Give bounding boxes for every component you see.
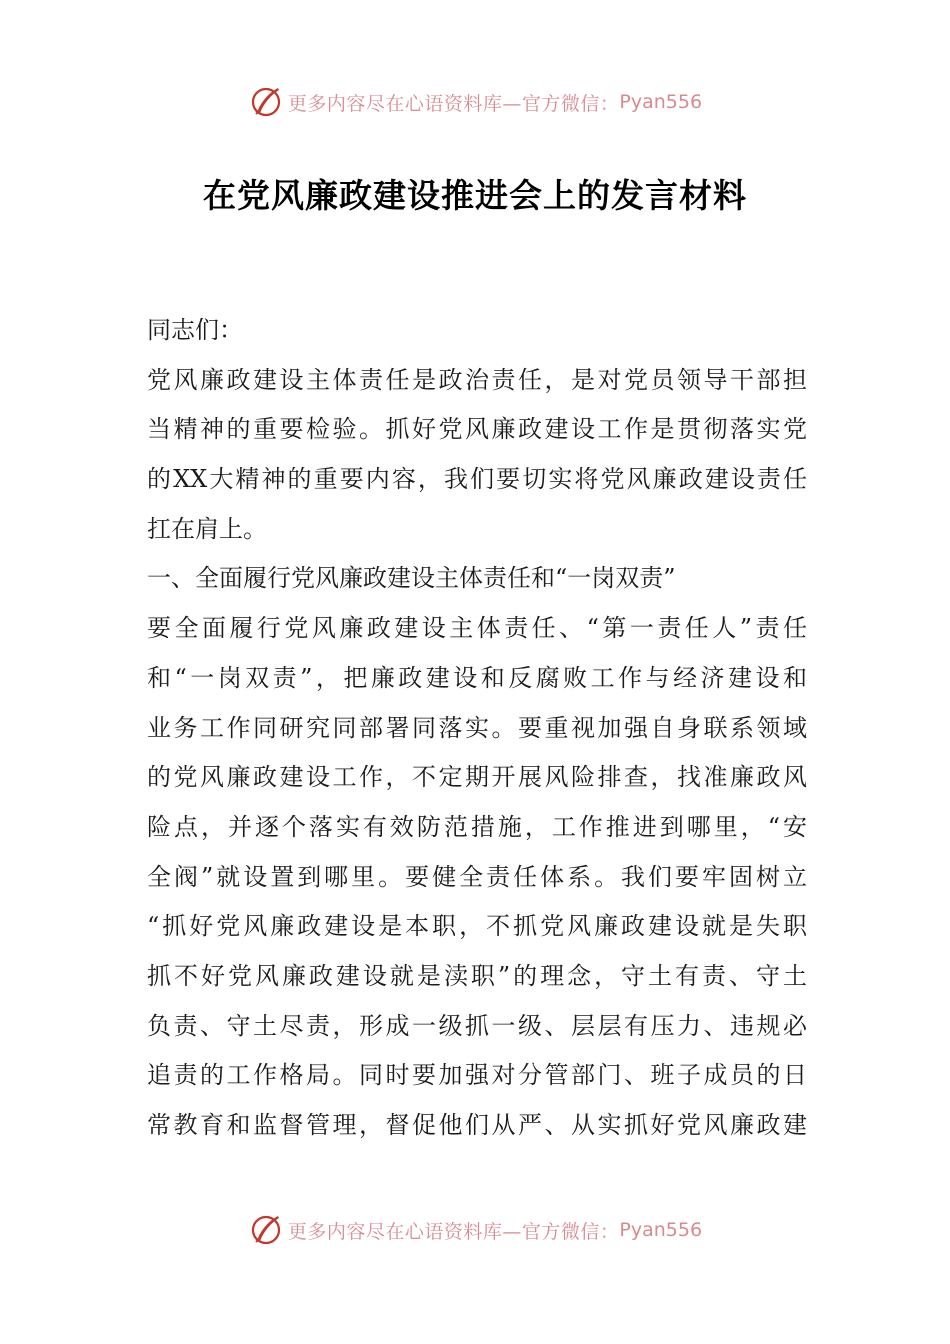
body-line: 常教育和监督管理，督促他们从严、从实抓好党风廉政建 xyxy=(147,1111,807,1139)
document-title: 在党风廉政建设推进会上的发言材料 xyxy=(203,176,747,215)
section-heading: 一、全面履行党风廉政建设主体责任和“一岗双责” xyxy=(147,564,676,593)
body-line: 扛在肩上。 xyxy=(147,514,267,543)
body-line: 险点，并逐个落实有效防范措施，工作推进到哪里，“安 xyxy=(147,812,807,841)
body-line: 要全面履行党风廉政建设主体责任、“第一责任人”责任 xyxy=(147,614,807,643)
body-line: 业务工作同研究同部署同落实。要重视加强自身联系领域 xyxy=(147,713,807,742)
body-line: 全阀”就设置到哪里。要健全责任体系。我们要牢固树立 xyxy=(147,862,807,891)
body-line: 的党风廉政建设工作，不定期开展风险排查，找准廉政风 xyxy=(147,763,807,792)
body-line: 当精神的重要检验。抓好党风廉政建设工作是贯彻落实党 xyxy=(147,415,807,444)
body-line: 党风廉政建设主体责任是政治责任，是对党员领导干部担 xyxy=(147,365,807,394)
body-line: 抓不好党风廉政建设就是渎职”的理念，守土有责、守土 xyxy=(147,961,807,990)
banner-text: 更多内容尽在心语资料库—官方微信： xyxy=(287,92,620,115)
body-line: 同志们： xyxy=(147,316,243,344)
body-line: 和“一岗双责”，把廉政建设和反腐败工作与经济建设和 xyxy=(147,663,807,692)
document-body xyxy=(147,306,807,1151)
body-line: 的XX大精神的重要内容，我们要切实将党风廉政建设责任 xyxy=(147,465,807,494)
banner-text: 更多内容尽在心语资料库—官方微信： xyxy=(287,1220,620,1243)
body-line: 追责的工作格局。同时要加强对分管部门、班子成员的日 xyxy=(147,1061,807,1090)
quill-logo-icon xyxy=(248,84,284,120)
footer-watermark-banner xyxy=(0,1210,950,1250)
body-line: “抓好党风廉政建设是本职，不抓党风廉政建设就是失职 xyxy=(147,912,807,941)
quill-logo-icon xyxy=(248,1212,284,1248)
banner-wechat-id: Pyan556 xyxy=(619,1219,703,1241)
header-watermark-banner xyxy=(0,82,950,122)
banner-wechat-id: Pyan556 xyxy=(619,91,703,113)
body-line: 负责、守土尽责，形成一级抓一级、层层有压力、违规必 xyxy=(147,1011,807,1040)
